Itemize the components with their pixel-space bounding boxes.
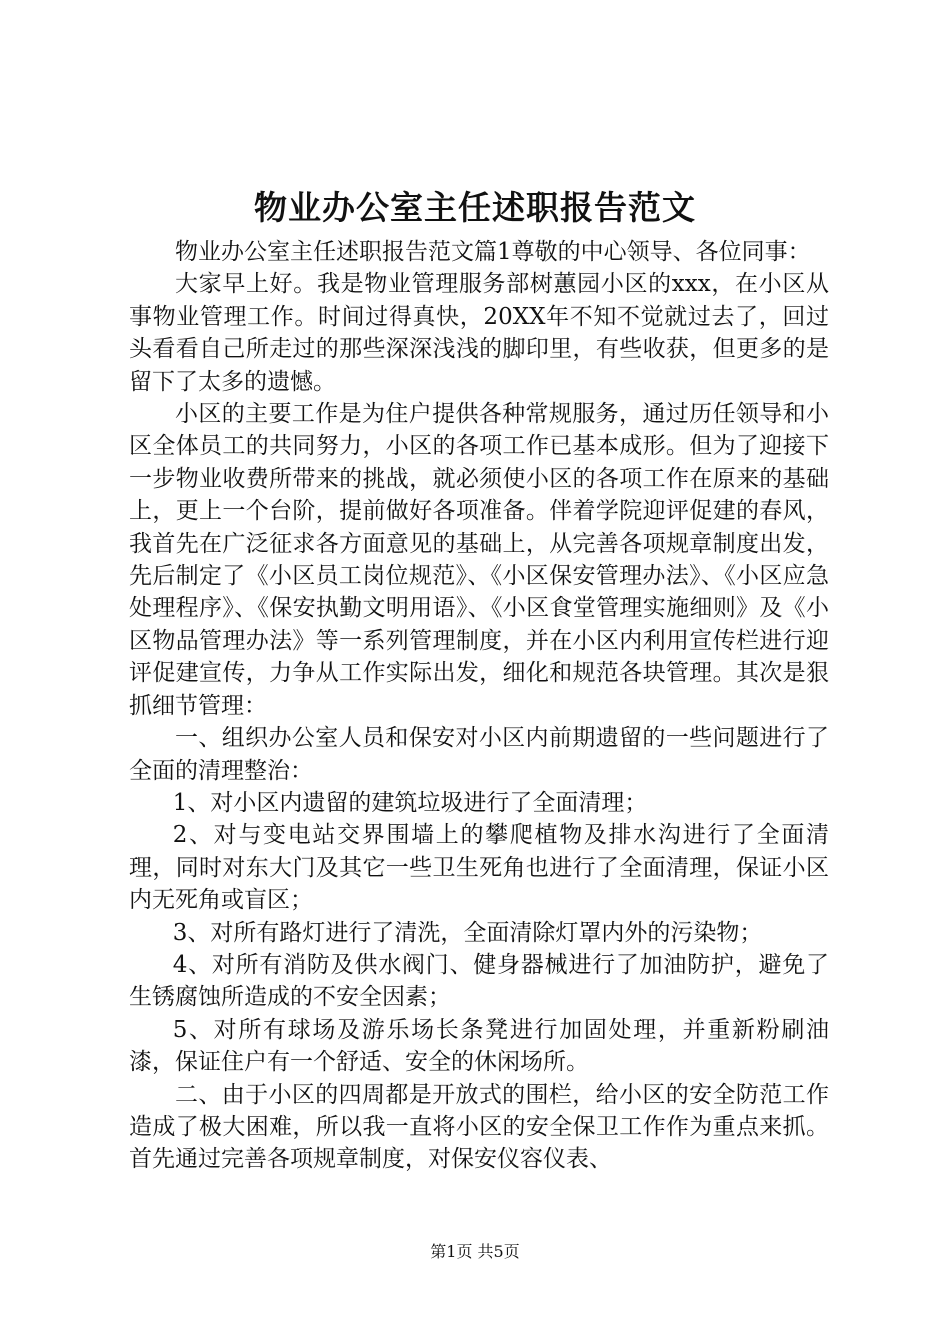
paragraph-main-work: 小区的主要工作是为住户提供各种常规服务，通过历任领导和小区全体员工的共同努力，小区的各项工作已基本成形。但为了迎接下一步物业收费所带来的挑战，就必须使小区的各项工作在原来的基础上，更上一个台阶，提前做好各项准备。伴着学院迎评促建的春风，我首先在广泛征求各方面意见的基础上，从完善各项规章制度出发，先后制定了《小区员工岗位规范》、《小区保安管理办法》、《小区应急处理程序》、《保安执勤文明用语》、《小区食堂管理实施细则》及《小区物品管理办法》等一系列管理制度，并在小区内利用宣传栏进行迎评促建宣传，力争从工作实际出发，细化和规范各块管理。其次是狠抓细节管理： — [129, 401, 829, 719]
list-item-1: 1、对小区内遗留的建筑垃圾进行了全面清理； — [172, 789, 648, 816]
list-item-3: 3、对所有路灯进行了清洗，全面清除灯罩内外的污染物； — [172, 919, 763, 946]
document-title: 物业办公室主任述职报告范文 — [254, 188, 696, 227]
paragraph-section-two: 二、由于小区的四周都是开放式的围栏，给小区的安全防范工作造成了极大困难，所以我一直将小区的安全保卫工作作为重点来抓。首先通过完善各项规章制度，对保安仪容仪表、 — [129, 1081, 829, 1173]
list-item-5: 5、对所有球场及游乐场长条凳进行加固处理，并重新粉刷油漆，保证住户有一个舒适、安全的休闲场所。 — [129, 1016, 829, 1076]
paragraph-intro: 物业办公室主任述职报告范文篇1尊敬的中心领导、各位同事： — [175, 239, 811, 265]
list-item-4: 4、对所有消防及供水阀门、健身器械进行了加油防护，避免了生锈腐蚀所造成的不安全因素； — [129, 951, 829, 1011]
list-item-2: 2、对与变电站交界围墙上的攀爬植物及排水沟进行了全面清理，同时对东大门及其它一些卫生死角也进行了全面清理，保证小区内无死角或盲区； — [129, 822, 829, 914]
paragraph-greeting: 大家早上好。我是物业管理服务部树蕙园小区的xxx，在小区从事物业管理工作。时间过得真快，20XX年不知不觉就过去了，回过头看看自己所走过的那些深深浅浅的脚印里，有些收获，但更多的是留下了太多的遗憾。 — [129, 271, 829, 395]
paragraph-section-one: 一、组织办公室人员和保安对小区内前期遗留的一些问题进行了全面的清理整治： — [129, 725, 829, 784]
page-number-footer: 第1页 共5页 — [430, 1242, 520, 1261]
document-body — [129, 236, 829, 1176]
